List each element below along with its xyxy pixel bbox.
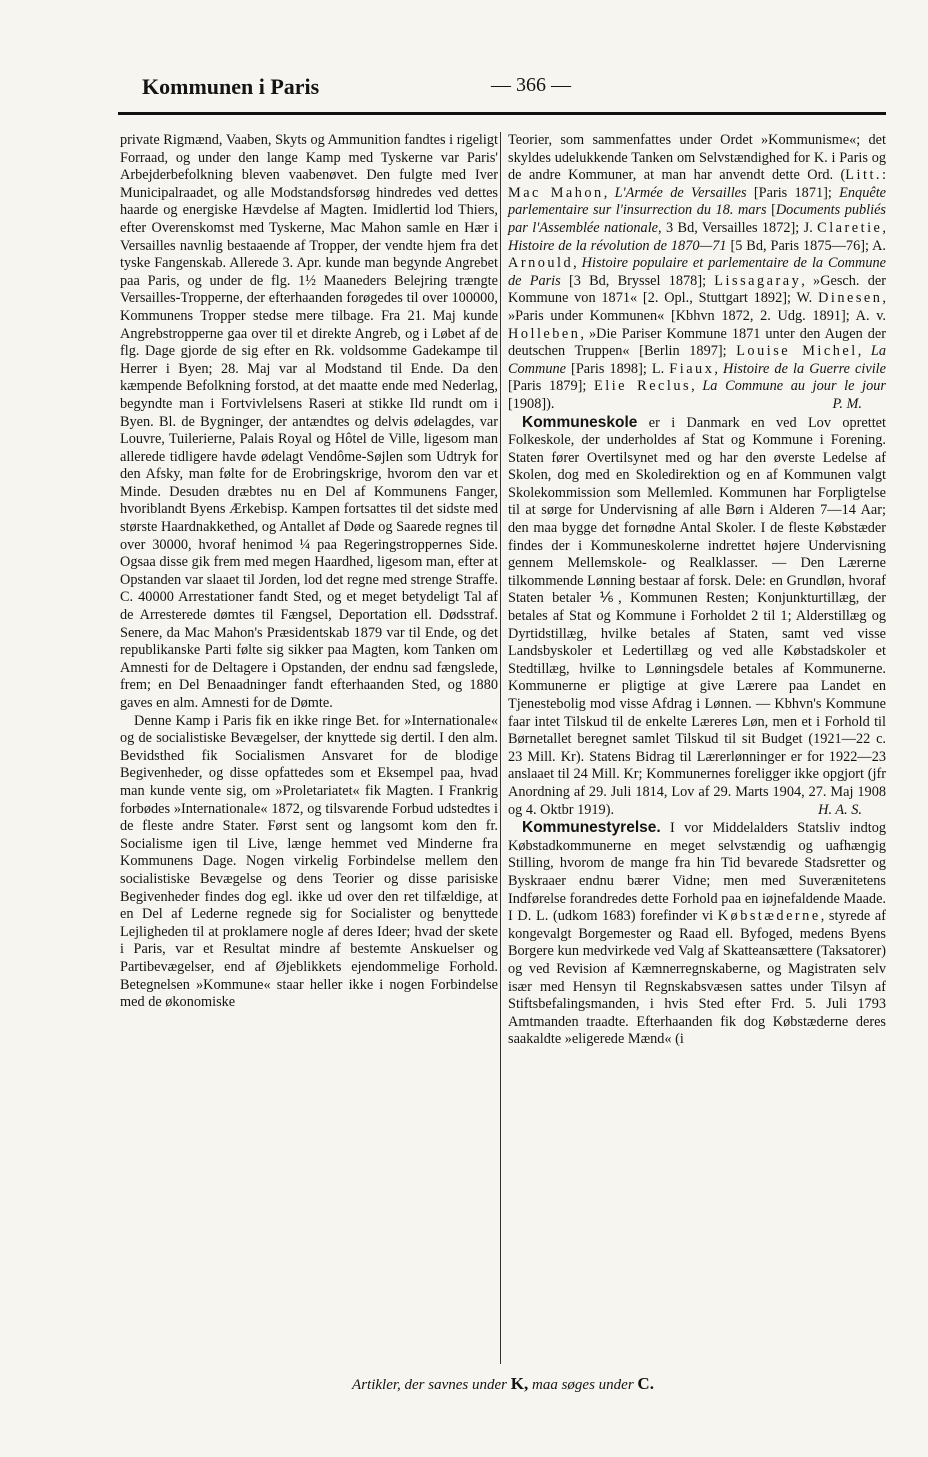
paragraph-kommunestyrelse: [508, 819, 886, 1049]
text-run: , »Gesch. der Kommune von 1871« [2. Opl., Stuttgart 1892]; W.: [508, 272, 886, 307]
footer-note: [120, 1374, 886, 1394]
author-name: Louise Michel: [736, 343, 858, 360]
work-title: Histoire de la révolution de 1870—71: [508, 237, 727, 254]
text-run: [: [766, 202, 776, 219]
text-run: I vor Middelalders Statsliv indtog Købstadkommunerne en meget selvstændig og uafhængig Stilling, hvorom de mange fra hin Tid bevarede Stadsretter og Byskraaer endnu bærer Vidne; men med Suverænitetens Indførelse forandredes dette Forhold paa en iøjnefaldende Maade. I D. L. (udkom 1683) forefinder vi: [508, 820, 886, 925]
text-run: [Paris 1871];: [746, 184, 840, 201]
paragraph-literature: Teorier, som sammenfattes under Ordet »Kommunisme«; det skyldes udelukkende Tanken om Selvstændighed for K. i Paris og de andre Kommuner, at man har anvendt dette Ord. (Litt.: Mac Mahon, L'Armée de Versailles [Paris 1871]; Enquête parlementaire sur l'insurrection du 18. mars [Documents publiés par l'Assemblée nationale, 3 Bd, Versailles 1872]; J. Claretie, Histoire de la révolution de 1870—71 [5 Bd, Paris 1875—76]; A. Arnould, Histoire populaire et parlementaire de la Commune de Paris [3 Bd, Bryssel 1878]; Lissagaray, »Gesch. der Kommune von 1871« [2. Opl., Stuttgart 1892]; W. Dinesen, »Paris under Kommunen« [Kbhvn 1872, 2. Udg. 1891]; A. v. Holleben, »Die Pariser Kommune 1871 unter den Augen der deutschen Truppen« [Berlin 1897]; Louise Michel, La Commune [Paris 1898]; L. Fiaux, Histoire de la Guerre civile [Paris 1879]; Elie Reclus, La Commune au jour le jour [1908]). P. M.: [508, 132, 887, 412]
author-name: Elie Reclus: [594, 378, 692, 395]
right-column: [508, 132, 886, 1049]
text-run: Litt.: [845, 167, 883, 184]
header-rule: [118, 112, 886, 115]
text-run: , 3 Bd, Versailles 1872]; J.: [658, 219, 818, 236]
paragraph: Denne Kamp i Paris fik en ikke ringe Bet. for »Internationale« og de socialistiske Bevægelser, der knyttede sig dertil. I den alm. Bevidsthed fik Socialismen Ansvaret for de blodige Begivenheder, og disse opfattedes som et Eksempel paa, hvad man kunde vente sig, om »Proletariatet« fik Magten. I Frankrig forbødes »Internationale« 1872, og tilsvarende Forbud udstedtes i de fleste andre Stater. Først sent og langsomt kom den fr. Socialisme igen til Live, længe hemmet ved Minderne fra Kommunens Dage. Nogen virkelig Forbindelse mellem den socialistiske Bevægelse og dens Teorier og disse parisiske Begivenheder findes dog egl. ikke ud over den ret tilfældige, at en Del af Lederne regnede sig for Socialister og benyttede Lejligheden til at proklamere nogle af deres Ideer; hvad der skete i Paris, var et Resultat mindre af bestemte Anskuelser og Partibevægelser, end af Øjeblikkets ejendommelige Forhold. Betegnelsen »Kommune« staar heller ikke i nogen Forbindelse med de økonomiske: [120, 712, 498, 1011]
work-title: Documents publiés par l'Assemblée nationale: [508, 202, 886, 236]
text-run: Artikler, der savnes under: [352, 1377, 511, 1393]
author-name: Mac Mahon: [508, 184, 604, 201]
text-run: [3 Bd, Bryssel 1878];: [560, 272, 715, 289]
author-name: Claretie: [817, 219, 883, 236]
letter-c: C.: [637, 1374, 654, 1393]
author-name: Arnould: [508, 255, 574, 272]
text-run: :: [882, 167, 886, 184]
work-title: L'Armée de Versailles: [614, 184, 747, 201]
text-run: [1908]).: [508, 395, 555, 412]
running-header: [138, 70, 870, 110]
text-run: , »Die Pariser Kommune 1871 unter den Augen der deutschen Truppen« [Berlin 1897];: [508, 325, 886, 360]
text-run: , »Paris under Kommunen« [Kbhvn 1872, 2. Udg. 1891]; A. v.: [508, 290, 886, 324]
headword: Kommunestyrelse.: [522, 819, 661, 837]
work-title: Enquête parlementaire sur l'insurrection du 18. mars: [508, 184, 887, 219]
page-number: — 366 —: [491, 74, 571, 96]
headword: Kommuneskole: [522, 413, 638, 431]
author-name: Holleben: [508, 325, 581, 342]
author-signature: H. A. S.: [818, 801, 862, 818]
work-title: La Commune au jour le jour: [702, 378, 886, 395]
work-title: Histoire populaire et parlementaire de la Commune de Paris: [508, 255, 886, 289]
column-divider: [500, 132, 501, 1364]
paragraph: private Rigmænd, Vaaben, Skyts og Ammunition fandtes i rigeligt Forraad, og under den lange Kamp med Tyskerne var Paris' Arbejderbefolkning bleven vaabenøvet. Den fulgte med Iver Municipalraadet, og alle Modstandsforsøg hindredes ved dettes haarde og energiske Hævdelse af Magten. Imidlertid lod Thiers, efter Overenskomst med Tyskerne, Mac Mahon samle en Hær i Versailles navnlig bestaaende af Tropper, der vendte hjem fra det tyske Fangenskab. Allerede 3. Apr. kunde man begynde Angrebet paa Paris, og under de flg. 1½ Maaneders Belejring trængte Versailles-Tropperne, der efterhaanden forøgedes til over 100000, Kommunens Tropper stedse mere tilbage. Fra 21. Maj kunde Angrebstropperne gaa over til et direkte Angreb, og i Løbet af de flg. Dage gjorde de sig efter en Rk. voldsomme Gadekampe til Herrer i Byen; 28. Maj var al Modstand til Ende. Da den kæmpende Befolkning forstod, at det maatte ende med Nederlag, begyndte man i Fortvivlelsens Raseri at stikke Ild rundt om i Byen. Bl. de Bygninger, der antændtes og delvis ødelagdes, var Louvre, Tuilerierne, Palais Royal og Hôtel de Ville, ligesom man allerede tidligere havde ødelagt Vendôme-Søjlen som Udtryk for den Afsky, man følte for de Erobringskrige, hvorom den var et Minde. Desuden dræbtes nu en Del af Kommunens Fanger, hvoriblandt Byens Ærkebisp. Kampen fortsattes til det sidste med største Haardnakkethed, og Antallet af Døde og Saarede regnes til over 30000, hvoraf henimod ¼ paa Regeringstroppernes Side. Ogsaa disse gik frem med megen Haardhed, ligesom man, efter at Opstanden var slaaet til Jorden, lod det regne med strenge Straffe. C. 40000 Arrestationer fandt Sted, og et meget betydeligt Tal af de Arresterede dømtes til Fængsel, Deportation ell. Dødsstraf. Senere, da Mac Mahon's Præsidentskab 1879 var til Ende, og det republikanske Parti følte sig sikker paa Magten, kom Tanken om Amnesti for de Deltagere i Opstanden, der endnu sad fængslede, frem; en Del Benaadninger fandt efterhaanden Sted, og 1880 gaves en alm. Amnesti for de Dømte.: [120, 132, 498, 711]
author-name: Dinesen: [818, 290, 883, 307]
text-run: er i Danmark en ved Lov oprettet Folkeskole, der underholdes af Stat og Kommune i Forening. Staten fører Overtilsynet med og har den øverste Ledelse af Skolen, dog med en Skoledirektion og en af Kommunen valgt Skolekommission som Mellemled. Kommunen har Forpligtelse til at sørge for Undervisning af alle Børn i Alderen 7—14 Aar; den maa bygge det fornødne Antal Skoler. I de fleste Købstæder findes der i Kommuneskolerne indrettet højere Undervisning gennem Mellemskole- og Realklasser. — Den Lærerne tilkommende Lønning bestaar af forsk. Dele: en Grundløn, hvoraf Staten betaler ⅙, Kommunen Resten; Konjunkturtillæg, der betales af Stat og Kommune i Forholdet 2 til 1; Alderstillæg og Dyrtidstillæg, hvilke betales af Staten, samt ved visse Landsbyskoler et Ledertillæg og ved alle Købstadskoler et Stedtillæg, hvilke to Lønningsdele betales af Kommunerne. Kommunerne er pligtige at give Lærere paa Landet en Tjenestebolig mod visse Afdrag i Lønnen. — Kbhvn's Kommune faar intet Tilskud til de enkelte Læreres Løn, men et i Forhold til Børnetallet beregnet samlet Tilskud til sit Budget (1921—22 c. 23 Mill. Kr). Statens Bidrag til Lærerlønninger er for 1922—23 anslaaet til 24 Mill. Kr; Kommunernes foreligger ikke opgjort (jfr Anordning af 29. Juli 1814, Lov af 29. Marts 1904, 27. Maj 1908 og 4. Oktbr 1919).: [508, 414, 886, 818]
running-title: Kommunen i Paris: [142, 74, 320, 99]
work-title: Histoire de la Guerre civile: [723, 360, 886, 377]
work-title: La Commune: [508, 343, 886, 377]
text-run: [Paris 1879];: [508, 378, 594, 395]
text-run: Teorier, som sammenfattes under Ordet »Kommunisme«; det skyldes udelukkende Tanken om Selvstændighed for K. i Paris og de andre Kommuner, at man har anvendt dette Ord. (: [508, 132, 886, 184]
letter-k: K,: [510, 1374, 529, 1393]
author-signature: P. M.: [832, 395, 862, 412]
text-run: [Paris 1898]; L.: [565, 360, 670, 377]
text-run: , styrede af kongevalgt Borgemester og Raad ell. Byfoged, medens Byens Borgere kun medvirkede ved Valg af Skatteansættere (Taksatorer) og ved Revision af Kæmnerregnskaberne, og Magistraten selv især med Hensyn til Regnskabsvæsen sattes under Tilsyn af Stiftsbefalingsmanden, i hvis Sted efter Frd. 5. Juli 1793 Amtmanden traadte. Efterhaanden fik dog Købstæderne deres saakaldte »eligerede Mænd« (i: [508, 908, 886, 1048]
spaced-term: Købstæderne: [717, 908, 821, 925]
paragraph-kommuneskole: [508, 414, 886, 820]
text-run: maa søges under: [528, 1377, 638, 1393]
author-name: Fiaux: [669, 360, 715, 377]
left-column: [120, 132, 498, 1012]
text-run: [5 Bd, Paris 1875—76]; A.: [726, 237, 886, 254]
author-name: Lissagaray: [714, 272, 802, 289]
